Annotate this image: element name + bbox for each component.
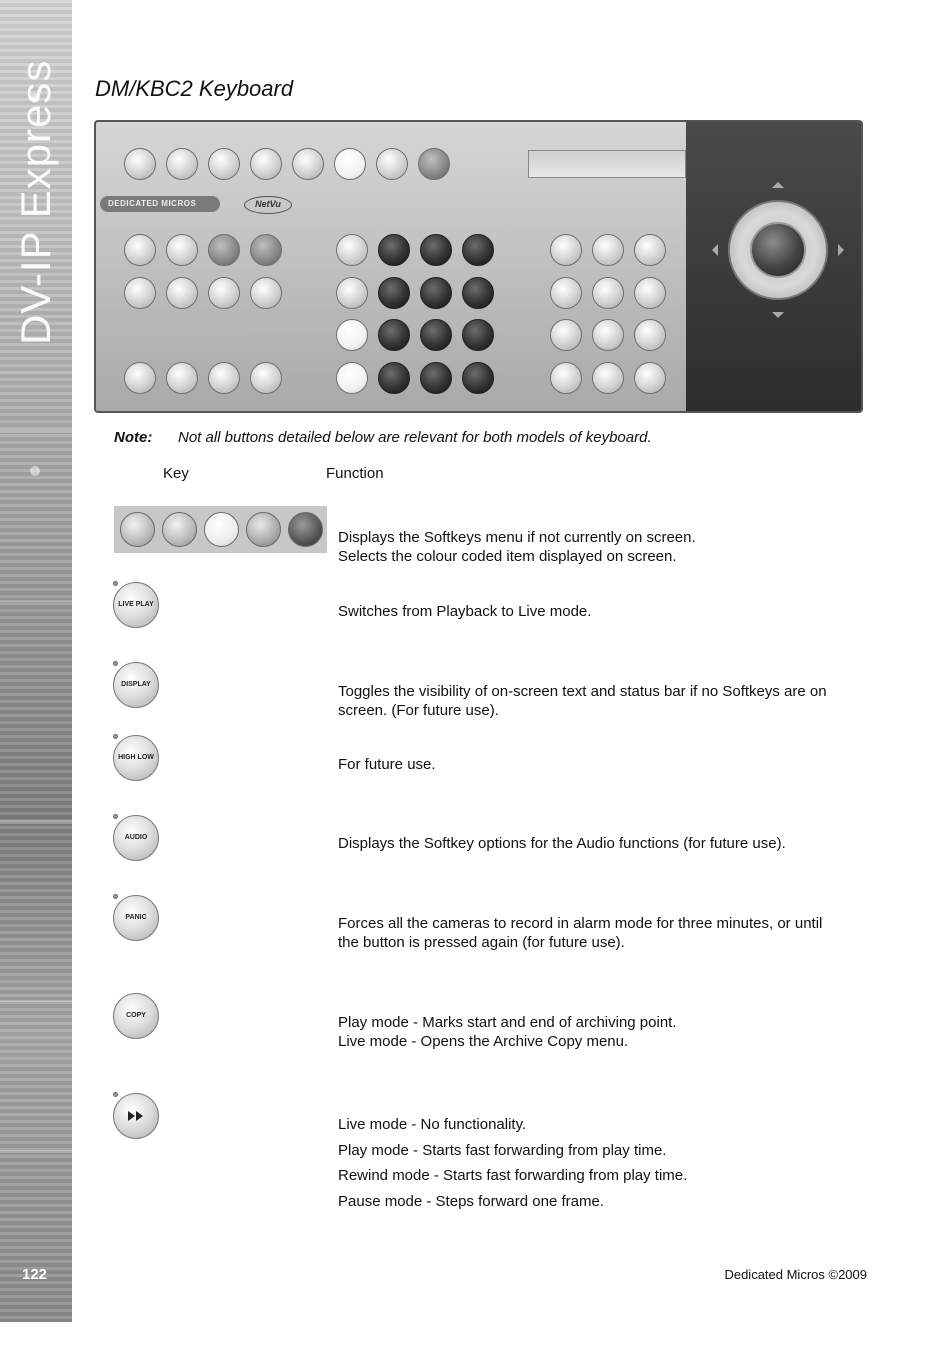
arrow-up-icon bbox=[772, 176, 784, 188]
keyboard-button bbox=[418, 148, 450, 180]
keyboard-button bbox=[166, 277, 198, 309]
keyboard-button bbox=[420, 319, 452, 351]
keyboard-illustration bbox=[94, 120, 863, 413]
function-line: Selects the colour coded item displayed on screen. bbox=[338, 548, 677, 565]
banner-streak bbox=[0, 600, 72, 602]
keyboard-button bbox=[336, 277, 368, 309]
function-description bbox=[338, 914, 868, 952]
softkey-button-2 bbox=[162, 512, 197, 547]
function-line: Switches from Playback to Live mode. bbox=[338, 603, 592, 620]
joystick-ball bbox=[750, 222, 806, 278]
led-indicator bbox=[113, 894, 118, 899]
keyboard-button bbox=[550, 234, 582, 266]
arrow-down-icon bbox=[772, 312, 784, 324]
function-line: the button is pressed again (for future use). bbox=[338, 934, 625, 951]
function-description bbox=[338, 682, 868, 720]
function-line: Displays the Softkey options for the Audio functions (for future use). bbox=[338, 835, 786, 852]
function-description bbox=[338, 755, 868, 774]
keyboard-button bbox=[336, 319, 368, 351]
arrow-left-icon bbox=[706, 244, 718, 256]
keyboard-button bbox=[634, 277, 666, 309]
keyboard-button bbox=[592, 319, 624, 351]
softkey-button-5 bbox=[288, 512, 323, 547]
led-indicator bbox=[113, 734, 118, 739]
keyboard-button bbox=[250, 362, 282, 394]
softkey-button-4 bbox=[246, 512, 281, 547]
function-line: Forces all the cameras to record in alarm mode for three minutes, or until bbox=[338, 915, 823, 932]
keyboard-button bbox=[166, 362, 198, 394]
page-number: 122 bbox=[22, 1266, 48, 1283]
keyboard-button bbox=[420, 362, 452, 394]
keyboard-button bbox=[462, 362, 494, 394]
arrow-right-icon bbox=[838, 244, 850, 256]
keyboard-button bbox=[124, 148, 156, 180]
keyboard-button bbox=[634, 362, 666, 394]
function-description bbox=[338, 1013, 868, 1051]
function-description bbox=[338, 834, 868, 853]
banner-streak bbox=[0, 1000, 72, 1002]
fast-forward-icon bbox=[113, 1093, 159, 1139]
keyboard-button bbox=[124, 234, 156, 266]
keyboard-button bbox=[420, 234, 452, 266]
display-key-icon: DISPLAY bbox=[113, 662, 159, 708]
page-title: DM/KBC2 Keyboard bbox=[95, 76, 294, 101]
keyboard-button bbox=[592, 277, 624, 309]
function-line: Live mode - No functionality. bbox=[338, 1116, 527, 1133]
keyboard-button bbox=[166, 234, 198, 266]
keyboard-button bbox=[462, 319, 494, 351]
keyboard-button bbox=[378, 277, 410, 309]
banner-streak bbox=[0, 430, 72, 433]
keyboard-button bbox=[292, 148, 324, 180]
keyboard-button bbox=[634, 234, 666, 266]
led-indicator bbox=[113, 1092, 118, 1097]
keyboard-button bbox=[208, 362, 240, 394]
keyboard-button bbox=[250, 234, 282, 266]
banner-title: DV-IP Express bbox=[12, 59, 59, 345]
panic-key-icon: PANIC bbox=[113, 895, 159, 941]
audio-key-icon: AUDIO bbox=[113, 815, 159, 861]
banner-dot bbox=[30, 466, 40, 476]
keyboard-button bbox=[376, 148, 408, 180]
banner-streak bbox=[0, 1150, 72, 1153]
key-column-header: Key bbox=[163, 465, 189, 482]
keyboard-button bbox=[124, 277, 156, 309]
keyboard-button bbox=[420, 277, 452, 309]
keyboard-button bbox=[462, 234, 494, 266]
keyboard-button bbox=[592, 362, 624, 394]
keyboard-display bbox=[528, 150, 686, 178]
keyboard-button bbox=[208, 148, 240, 180]
keyboard-button bbox=[378, 362, 410, 394]
function-line: Rewind mode - Starts fast forwarding from play time. bbox=[338, 1167, 688, 1184]
softkey-button-3 bbox=[204, 512, 239, 547]
keyboard-button bbox=[550, 277, 582, 309]
keyboard-button bbox=[462, 277, 494, 309]
high-low-key-icon: HIGH LOW bbox=[113, 735, 159, 781]
function-line: Play mode - Starts fast forwarding from play time. bbox=[338, 1141, 667, 1159]
keyboard-button bbox=[550, 362, 582, 394]
keyboard-button bbox=[250, 148, 282, 180]
function-column-header: Function bbox=[326, 465, 384, 482]
softkeys-icon bbox=[114, 506, 327, 553]
function-line: Displays the Softkeys menu if not currently on screen. bbox=[338, 529, 696, 546]
keyboard-button bbox=[334, 148, 366, 180]
keyboard-button bbox=[592, 234, 624, 266]
function-line: Live mode - Opens the Archive Copy menu. bbox=[338, 1033, 629, 1050]
keyboard-button bbox=[336, 362, 368, 394]
keyboard-button bbox=[378, 234, 410, 266]
note-label: Note: bbox=[114, 429, 153, 446]
netvu-logo: NetVu bbox=[244, 196, 292, 214]
fast-forward-glyph bbox=[127, 1110, 145, 1122]
note-text: Not all buttons detailed below are relevant for both models of keyboard. bbox=[178, 429, 652, 446]
led-indicator bbox=[113, 814, 118, 819]
keyboard-button bbox=[634, 319, 666, 351]
function-line: Pause mode - Steps forward one frame. bbox=[338, 1192, 604, 1210]
keyboard-button bbox=[336, 234, 368, 266]
function-line: Play mode - Marks start and end of archiving point. bbox=[338, 1014, 677, 1031]
function-description bbox=[338, 602, 868, 621]
function-description bbox=[338, 1112, 868, 1214]
function-description bbox=[338, 528, 868, 566]
function-line: Toggles the visibility of on-screen text and status bar if no Softkeys are on bbox=[338, 683, 827, 700]
side-banner bbox=[0, 0, 72, 1322]
keyboard-button bbox=[208, 234, 240, 266]
keyboard-button bbox=[250, 277, 282, 309]
copy-key-icon: COPY bbox=[113, 993, 159, 1039]
keyboard-button bbox=[550, 319, 582, 351]
function-line: screen. (For future use). bbox=[338, 702, 499, 719]
function-line: For future use. bbox=[338, 756, 436, 773]
keyboard-button bbox=[124, 362, 156, 394]
softkey-button-1 bbox=[120, 512, 155, 547]
footer-copyright: Dedicated Micros ©2009 bbox=[724, 1267, 867, 1282]
keyboard-button bbox=[378, 319, 410, 351]
keyboard-button bbox=[208, 277, 240, 309]
led-indicator bbox=[113, 661, 118, 666]
keyboard-logo: DEDICATED MICROS bbox=[100, 196, 220, 212]
banner-streak bbox=[0, 820, 72, 824]
keyboard-button bbox=[166, 148, 198, 180]
live-play-key-icon: LIVE PLAY bbox=[113, 582, 159, 628]
led-indicator bbox=[113, 581, 118, 586]
